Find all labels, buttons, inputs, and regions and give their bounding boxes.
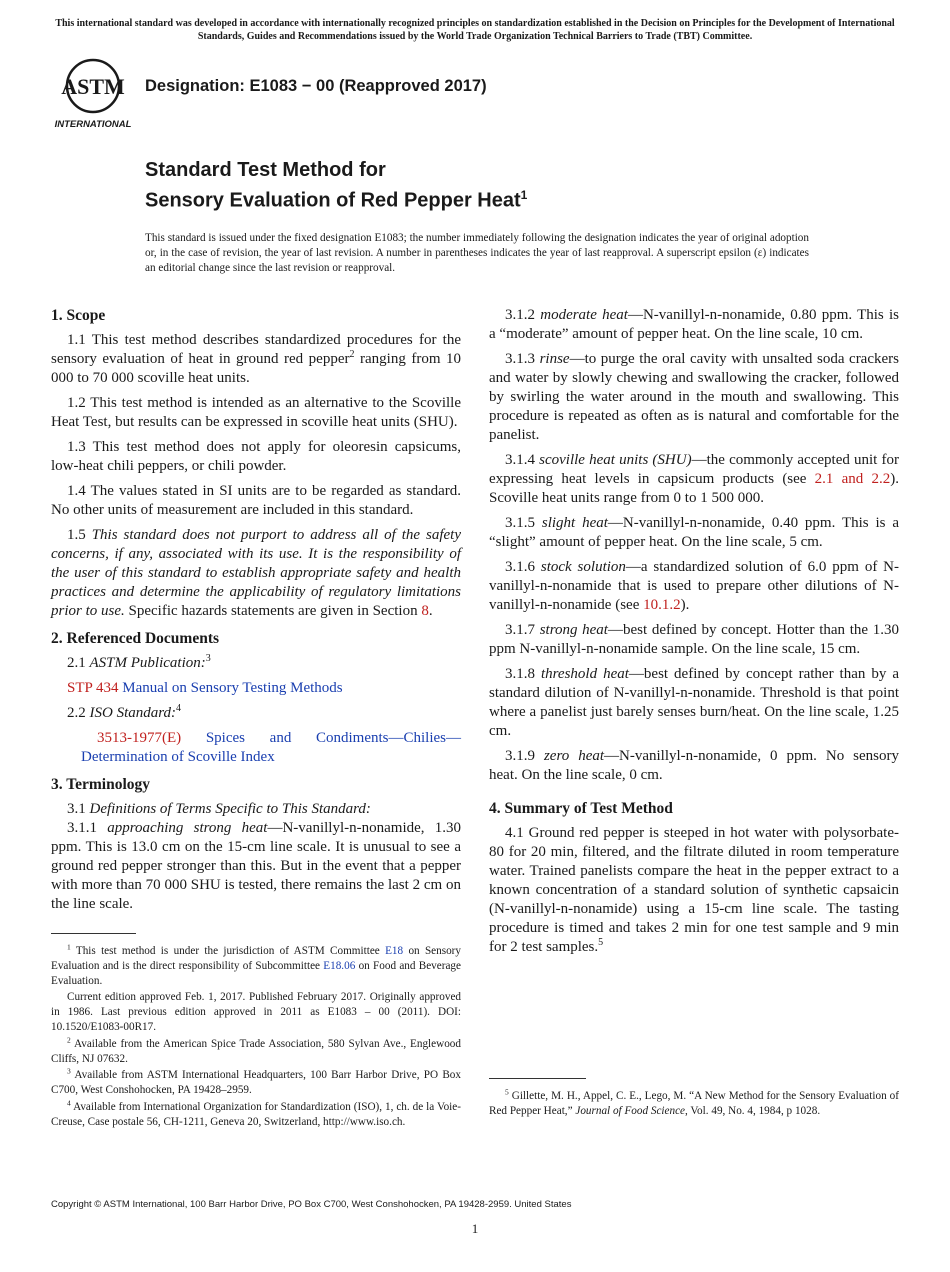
- section-heading: 4. Summary of Test Method: [489, 800, 673, 817]
- footnote: $^3$ Available from ASTM International Headquarters, 100 Barr Harbor Drive, PO Box C700, West Conshohocken, PA 19428–2959.: [51, 1066, 461, 1097]
- footnote: $^1$ This test method is under the jurisdiction of ASTM Committee E18 on Sensory Evaluation and is the direct responsibility of Subcommittee E18.06 on Food and Beverage Evaluation.: [51, 942, 461, 987]
- document-title: [145, 158, 527, 214]
- right-column: [489, 306, 899, 963]
- logo-org: INTERNATIONAL: [54, 119, 132, 130]
- reference-link[interactable]: STP 434 Manual on Sensory Testing Methods: [67, 680, 343, 696]
- footnote-rule: [489, 1078, 586, 1079]
- section-link[interactable]: 10.1.2: [643, 597, 681, 613]
- paragraph: 2.1 ASTM Publication:$^3$: [67, 653, 211, 671]
- section-heading: 2. Referenced Documents: [51, 630, 220, 647]
- paragraph: 3.1 Definitions of Terms Specific to This Standard:: [67, 801, 371, 817]
- paragraph: 3.1.8 threshold heat—best defined by concept rather than by a standard dilution of N-vanillyl-n-nonamide. Threshold is that point where a panelist just barely senses burn/heat. On the line scale, 1.25 cm.: [489, 666, 899, 739]
- footnote: $^4$ Available from International Organization for Standardization (ISO), 1, ch. de la Voie-Creuse, Case postale 56, CH-1211, Geneva 20, Switzerland, http://www.iso.ch.: [51, 1098, 461, 1128]
- copyright-footer: Copyright © ASTM International, 100 Barr Harbor Drive, PO Box C700, West Conshohocken, PA 19428-2959. United States: [51, 1199, 572, 1210]
- footnote: $^2$ Available from the American Spice Trade Association, 580 Sylvan Ave., Englewood Cliffs, NJ 07632.: [51, 1035, 461, 1065]
- paragraph: 3.1.9 zero heat—N-vanillyl-n-nonamide, 0 ppm. No sensory heat. On the line scale, 0 cm.: [489, 748, 899, 783]
- section-link[interactable]: 8: [421, 603, 429, 619]
- paragraph: 1.5 This standard does not purport to address all of the safety concerns, if any, associated with its use. It is the responsibility of the user of this standard to establish appropriate safety and health practices and determine the applicability of regulatory limitations prior to use. Specific hazards statements are given in Section 8.: [51, 527, 462, 619]
- designation: Designation: E1083 − 00 (Reapproved 2017): [145, 77, 487, 95]
- section-link[interactable]: 2.1 and 2.2: [814, 471, 891, 487]
- paragraph: 3.1.4 scoville heat units (SHU)—the commonly accepted unit for expressing heat levels in capsicum products (see 2.1 and 2.2). Scoville heat units range from 0 to 1 500 000.: [489, 452, 899, 506]
- paragraph: 1.1 This test method describes standardized procedures for the sensory evaluation of heat in ground red pepper$^2$ ranging from 10 000 to 70 000 scoville heat units.: [51, 332, 461, 386]
- footnotes-left: [51, 933, 461, 1132]
- paragraph: 4.1 Ground red pepper is steeped in hot water with polysorbate-80 for 20 min, filtered, and the filtrate diluted in room temperature water. Trained panelists compare the heat in the pepper extract to a known concentration of a standard solution of synthetic capsaicin (N-vanillyl-n-nonamide) using a 15-cm line scale. The tasting procedure is timed and takes 2 min for one test sample and 9 min for 2 test samples.$^5$: [489, 825, 899, 955]
- footnote: $^5$ Gillette, M. H., Appel, C. E., Lego, M. “A New Method for the Sensory Evaluation of Red Pepper Heat,” Journal of Food Science, Vol. 49, No. 4, 1984, p 1028.: [489, 1087, 899, 1117]
- paragraph: 1.3 This test method does not apply for oleoresin capsicums, low-heat chili peppers, or chili powder.: [51, 439, 461, 474]
- paragraph: 2.2 ISO Standard:$^4$: [67, 703, 182, 721]
- reference-link[interactable]: 3513-1977(E) Spices and Condiments—Chilies—Determination of Scoville Index: [81, 730, 461, 765]
- title-line-2: Sensory Evaluation of Red Pepper Heat$^1$: [145, 188, 528, 212]
- logo-letters: ASTM: [61, 74, 125, 99]
- paragraph: 3.1.6 stock solution—a standardized solution of 6.0 ppm of N-vanillyl-n-nonamide that is used to prepare other dilutions of N-vanillyl-n-nonamide (see 10.1.2).: [489, 559, 900, 613]
- footnotes-right: [489, 1078, 899, 1121]
- section-heading: 1. Scope: [51, 307, 106, 324]
- paragraph: 3.1.1 approaching strong heat—N-vanillyl-n-nonamide, 1.30 ppm. This is 13.0 cm on the 15-cm line scale. It is unusual to see a ground red pepper stronger than this. But in the event that a pepper with more than 70 000 SHU is tested, there remains the last 2 cm on the line scale.: [51, 820, 462, 912]
- page-number: 1: [471, 1221, 479, 1236]
- issue-note: This standard is issued under the fixed designation E1083; the number immediately following the designation indicates the year of original adoption or, in the case of revision, the year of last revision. A number in parentheses indicates the year of last reapproval. A superscript epsilon (ε) indicates an editorial change since the last revision or reapproval.: [145, 232, 809, 274]
- paragraph: 1.4 The values stated in SI units are to be regarded as standard. No other units of measurement are included in this standard.: [51, 483, 461, 518]
- left-column: [51, 306, 461, 920]
- astm-logo: [52, 57, 134, 131]
- footnote-rule: [51, 933, 136, 934]
- tbt-banner: This international standard was developed in accordance with internationally recognized principles on standardization established in the Decision on Principles for the Development of International Standards, Guides and Recommendations issued by the World Trade Organization Technical Barriers to Trade (TBT) Committee.: [55, 18, 895, 42]
- paragraph: 3.1.2 moderate heat—N-vanillyl-n-nonamide, 0.80 ppm. This is a “moderate” amount of pepper heat. On the line scale, 10 cm.: [489, 307, 899, 342]
- paragraph: 3.1.5 slight heat—N-vanillyl-n-nonamide, 0.40 ppm. This is a “slight” amount of pepper heat. On the line scale, 5 cm.: [489, 515, 899, 550]
- section-heading: 3. Terminology: [51, 776, 151, 793]
- paragraph: 3.1.3 rinse—to purge the oral cavity with unsalted soda crackers and water by slowly chewing and swallowing the cracker, followed by swirling the water around in the mouth and swallowing. This procedure is repeated as often as is natural and comfortable for the panelist.: [489, 351, 899, 443]
- paragraph: 1.2 This test method is intended as an alternative to the Scoville Heat Test, but results can be expressed in scoville heat units (SHU).: [51, 395, 461, 430]
- footnote: Current edition approved Feb. 1, 2017. Published February 2017. Originally approved in 1986. Last previous edition approved in 2011 as E1083 – 00 (2011). DOI: 10.1520/E1083-00R17.: [51, 991, 461, 1033]
- paragraph: 3.1.7 strong heat—best defined by concept. Hotter than the 1.30 ppm N-vanillyl-n-nonamide sample. On the line scale, 15 cm.: [489, 622, 899, 657]
- title-line-1: Standard Test Method for: [145, 159, 386, 181]
